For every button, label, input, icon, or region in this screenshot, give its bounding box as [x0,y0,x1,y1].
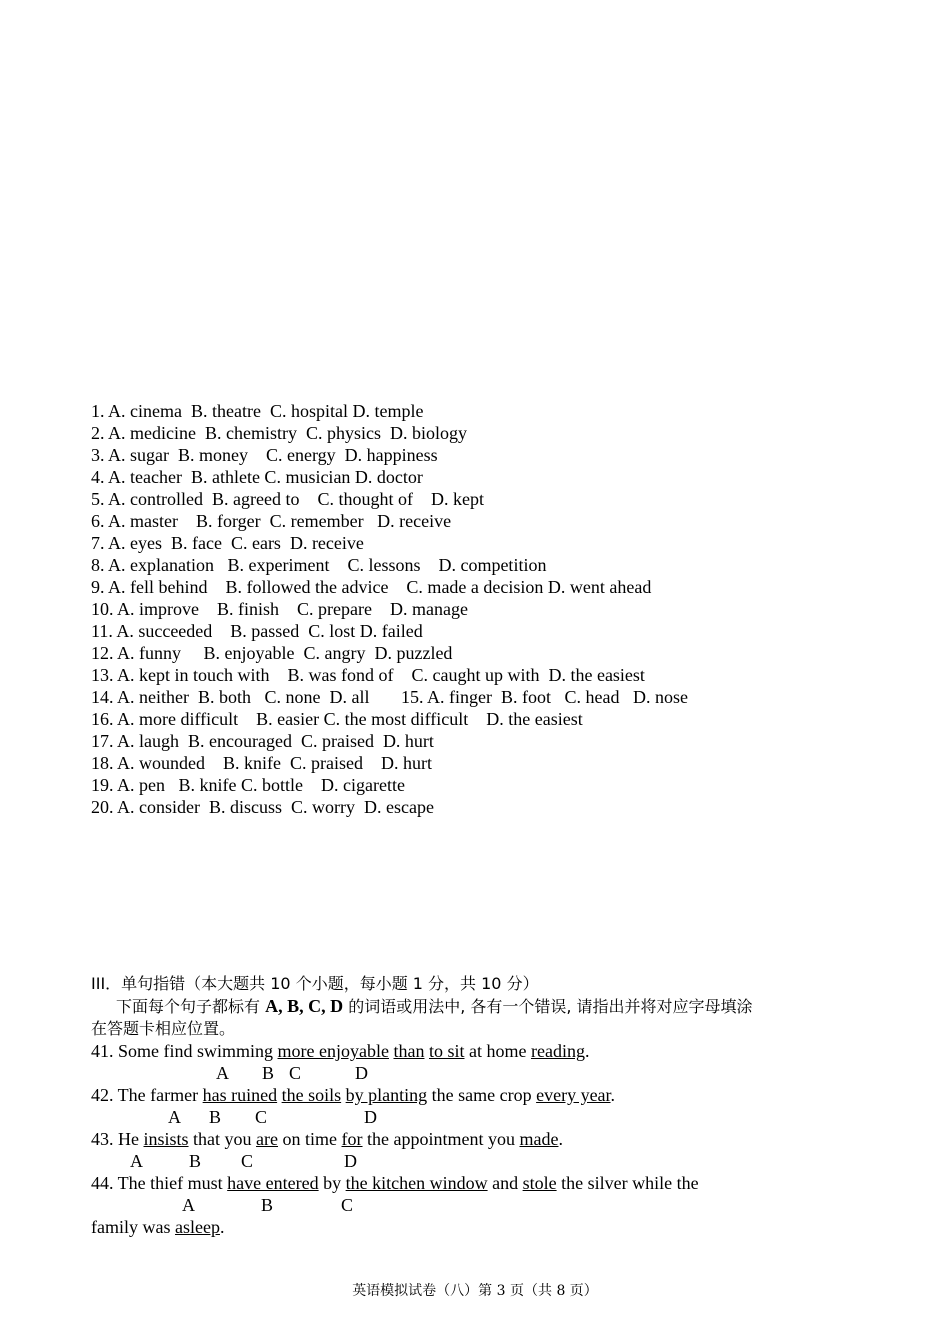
option-c-text: by planting [345,1085,428,1105]
option-line: 7. A. eyes B. face C. ears D. receive [91,533,364,553]
question-44: 44. The thief must have entered by the kitchen window and stole the silver while the [91,1173,699,1193]
question-44-continued: family was asleep. [91,1217,225,1237]
option-a-text: has ruined [202,1085,278,1105]
section-instruction-cont: 在答题卡相应位置。 [91,1019,236,1038]
letter-a: A [168,1107,181,1127]
option-line: 16. A. more difficult B. easier C. the most difficult D. the easiest [91,709,583,729]
option-d-text: every year [536,1085,611,1105]
option-line: 14. A. neither B. both C. none D. all 15. A. finger B. foot C. head D. nose [91,687,688,707]
option-line: 6. A. master B. forger C. remember D. receive [91,511,452,531]
section-heading: III．单句指错（本大题共 10 个小题，每小题 1 分，共 10 分） [91,974,539,993]
letter-c: C [241,1151,254,1171]
instruction-text: 下面每个句子都标有 [116,997,266,1016]
letter-b: B [261,1195,274,1215]
option-line: 9. A. fell behind B. followed the advice C. made a decision D. went ahead [91,577,652,597]
letter-d: D [344,1151,357,1171]
question-42: 42. The farmer has ruined the soils by planting the same crop every year. [91,1085,616,1105]
option-b-text: are [256,1129,279,1149]
option-a-text: have entered [227,1173,319,1193]
option-d-text: reading [530,1041,585,1061]
option-c-text: for [341,1129,363,1149]
option-line: 20. A. consider B. discuss C. worry D. escape [91,797,434,817]
option-line: 11. A. succeeded B. passed C. lost D. failed [91,621,423,641]
option-b-text: the soils [281,1085,342,1105]
option-line: 3. A. sugar B. money C. energy D. happiness [91,445,438,465]
option-line: 18. A. wounded B. knife C. praised D. hurt [91,753,432,773]
option-line: 17. A. laugh B. encouraged C. praised D. hurt [91,731,434,751]
option-d-text: made [519,1129,559,1149]
option-line: 1. A. cinema B. theatre C. hospital D. temple [91,401,424,421]
option-line: 13. A. kept in touch with B. was fond of C. caught up with D. the easiest [91,665,645,685]
option-a-text: more enjoyable [277,1041,389,1061]
option-c-text: stole [522,1173,557,1193]
instruction-text: 的词语或用法中, 各有一个错误, 请指出并将对应字母填涂 [343,997,753,1016]
option-b-text: than [393,1041,425,1061]
option-line: 12. A. funny B. enjoyable C. angry D. puzzled [91,643,453,663]
letter-b: B [189,1151,202,1171]
option-line: 2. A. medicine B. chemistry C. physics D. biology [91,423,467,443]
section-instruction [116,995,753,1018]
option-a-text: insists [143,1129,189,1149]
option-line: 10. A. improve B. finish C. prepare D. manage [91,599,468,619]
letter-a: A [182,1195,195,1215]
question-43: 43. He insists that you are on time for the appointment you made. [91,1129,563,1149]
option-line: 4. A. teacher B. athlete C. musician D. doctor [91,467,423,487]
letter-b: B [262,1063,275,1083]
instruction-letters: A, B, C, D [265,996,344,1016]
option-line: 5. A. controlled B. agreed to C. thought of D. kept [91,489,484,509]
letter-c: C [341,1195,354,1215]
question-41: 41. Some find swimming more enjoyable than to sit at home reading. [91,1041,590,1061]
option-line: 19. A. pen B. knife C. bottle D. cigarette [91,775,405,795]
option-d-text: asleep [174,1217,220,1237]
option-c-text: to sit [428,1041,465,1061]
option-line: 8. A. explanation B. experiment C. lessons D. competition [91,555,547,575]
option-b-text: the kitchen window [345,1173,488,1193]
letter-a: A [216,1063,229,1083]
letter-d: D [364,1107,377,1127]
letter-b: B [209,1107,222,1127]
letter-c: C [255,1107,268,1127]
letter-c: C [289,1063,302,1083]
page-footer: 英语模拟试卷（八）第 3 页（共 8 页） [352,1283,598,1299]
letter-a: A [130,1151,143,1171]
letter-d: D [355,1063,368,1083]
